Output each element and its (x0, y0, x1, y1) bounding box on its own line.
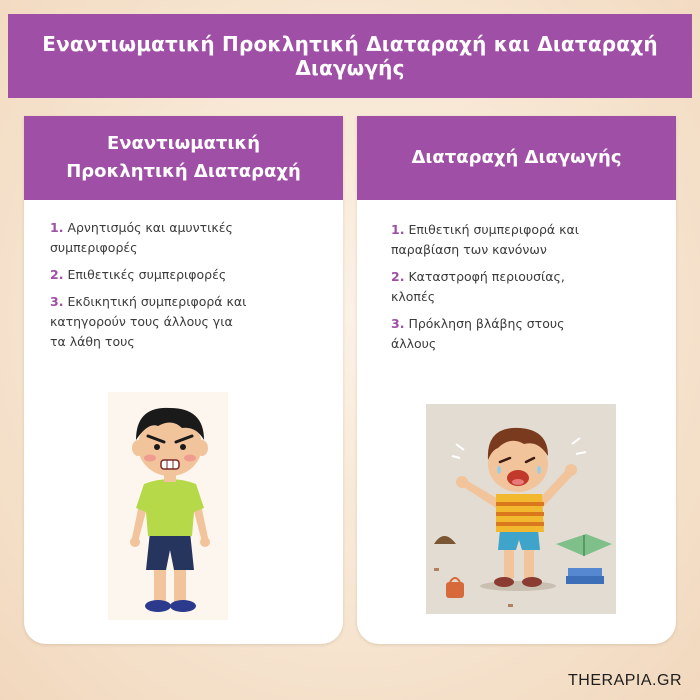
card-header (24, 116, 343, 200)
list-number: 2. (50, 267, 64, 282)
page-title: Εναντιωματική Προκλητική Διαταραχή και Διαταραχή Διαγωγής (42, 32, 658, 80)
symptom-list (357, 200, 676, 354)
list-number: 1. (50, 220, 64, 235)
list-item (391, 220, 662, 260)
card-oppositional-defiant (24, 116, 343, 644)
angry-boy-icon (108, 392, 228, 620)
list-item (50, 292, 329, 352)
list-text: Επιθετική συμπεριφορά και παραβίαση των κανόνων (391, 222, 579, 257)
card-title: Εναντιωματική Προκλητική Διαταραχή (66, 133, 301, 182)
card-header (357, 116, 676, 200)
list-item (50, 218, 329, 258)
list-text: Καταστροφή περιουσίας, κλοπές (391, 269, 565, 304)
list-text: Επιθετικές συμπεριφορές (67, 267, 227, 282)
list-item (391, 314, 662, 354)
list-number: 1. (391, 222, 405, 237)
card-conduct-disorder (357, 116, 676, 644)
brand-watermark: THERAPIA.GR (568, 672, 682, 689)
title-banner (8, 14, 692, 98)
card-title: Διαταραχή Διαγωγής (411, 147, 622, 168)
symptom-list (24, 200, 343, 352)
list-number: 2. (391, 269, 405, 284)
list-number: 3. (50, 294, 64, 309)
list-item (391, 267, 662, 307)
list-text: Αρνητισμός και αμυντικές συμπεριφορές (50, 220, 233, 255)
list-number: 3. (391, 316, 405, 331)
list-text: Πρόκληση βλάβης στους άλλους (391, 316, 565, 351)
tantrum-boy-icon (426, 404, 616, 614)
list-item (50, 265, 329, 285)
list-text: Εκδικητική συμπεριφορά και κατηγορούν τους άλλους για τα λάθη τους (50, 294, 247, 349)
